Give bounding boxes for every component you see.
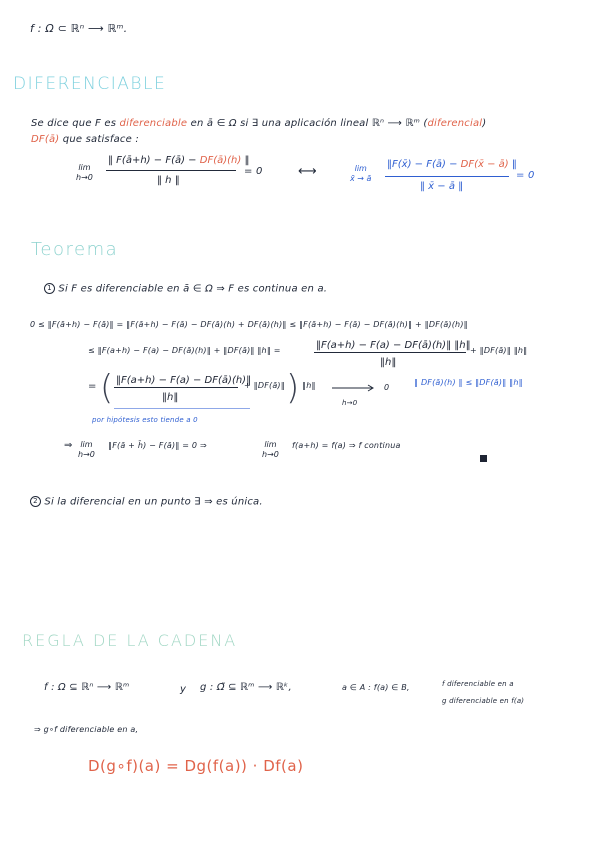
lim-subscript: h→0 (78, 450, 95, 459)
blue-note: ‖ DF(ā)(h) ‖ ≤ ‖DF(ā)‖ ‖h‖ (414, 378, 523, 387)
lim-word: lim (78, 163, 91, 172)
arrow-label: h→0 (342, 399, 358, 407)
definition-term-diferencial: diferencial (427, 118, 483, 129)
limit-2-fraction-bar (385, 176, 509, 177)
arrow-result: 0 (384, 383, 390, 392)
proof-line-2-end: + ‖DF(ā)‖ ‖h‖ (470, 346, 528, 355)
theorem-statement: Si F es diferenciable en ā ∈ Ω ⇒ F es continua en a. (58, 283, 328, 295)
numerator-text: ‖ (511, 159, 517, 170)
numerator-text: ‖F(x̄) − F(ā) − (387, 159, 458, 170)
chain-condition: a ∈ A : f(a) ∈ B, (342, 683, 410, 692)
numerator-differential: DF(x̄ − ā) (460, 159, 509, 170)
qed-square-icon (480, 455, 487, 462)
definition-text: que satisface : (62, 134, 139, 145)
limit-arrow-icon (332, 384, 378, 392)
proof-line-3-equals: = (88, 381, 97, 392)
lim-subscript: h→0 (76, 173, 93, 182)
paren-right: ) (286, 368, 300, 408)
limit-1-equals: = 0 (244, 166, 263, 177)
limit-1-numerator (108, 155, 249, 166)
heading-regla-cadena: REGLA DE LA CADENA (22, 631, 238, 650)
proof-line-1: 0 ≤ ‖F(ā+h) − F(ā)‖ = ‖F(ā+h) − F(ā) − DF(ā)(h) + DF(ā)(h)‖ ≤ ‖F(ā+h) − F(ā) − DF(ā)(h)‖ + ‖DF(ā)(h)‖ (30, 320, 468, 329)
theorem-item-1 (44, 283, 327, 295)
lim-subscript: h→0 (262, 450, 279, 459)
chain-rule-formula: D(g∘f)(a) = Dg(f(a)) · Df(a) (88, 757, 304, 775)
paren-left: ( (100, 368, 114, 408)
chain-implies: ⇒ g∘f diferenciable en a, (34, 725, 139, 734)
proof-line-2-denominator: ‖h‖ (380, 357, 397, 368)
top-map: f : Ω ⊂ ℝⁿ ⟶ ℝᵐ. (30, 22, 128, 35)
proof-line-3-numerator: ‖F(a+h) − F(a) − DF(ā)(h)‖ (116, 375, 252, 386)
definition-text: Se dice que F es (31, 118, 117, 129)
proof-line-3-norm: + ‖DF(ā)‖ (244, 381, 285, 390)
chain-condition-f: f diferenciable en a (442, 680, 514, 688)
limit-2-operator (350, 164, 371, 184)
conclusion-part-a: ‖F(ā + h̄) − F(ā)‖ = 0 ⇒ (108, 441, 207, 450)
conclusion-limit-2 (262, 440, 279, 460)
conclusion-implies: ⇒ (64, 440, 73, 451)
chain-condition-g: g diferenciable en f(a) (442, 697, 525, 705)
chain-map-g: g : Ω̃ ⊆ ℝᵐ ⟶ ℝᵏ, (200, 682, 292, 693)
lim-word: lim (80, 440, 93, 449)
definition-text: en ā ∈ Ω si ∃ una aplicación lineal ℝⁿ ⟶ ℝᵐ ( (190, 118, 428, 129)
numerator-differential: DF(ā)(h) (199, 155, 242, 166)
lim-word: lim (264, 440, 277, 449)
proof-line-3-h: ‖h‖ (302, 381, 316, 390)
limit-2-numerator (387, 159, 517, 170)
proof-line-3-denominator: ‖h‖ (162, 392, 179, 403)
lim-word: lim (354, 164, 367, 173)
proof-line-2-numerator: ‖F(a+h) − F(a) − DF(ā)(h)‖ ‖h‖ (316, 340, 471, 351)
numerator-text: ‖ F(ā+h) − F(ā) − (108, 155, 197, 166)
heading-teorema: Teorema (31, 239, 119, 260)
lim-subscript: x̄ → ā (350, 174, 372, 183)
proof-line-3-fraction-bar (114, 387, 238, 388)
limit-2-equals: = 0 (516, 170, 535, 181)
numerator-text: ‖ (244, 155, 250, 166)
definition-line-1 (31, 118, 486, 129)
definition-line-2 (31, 134, 139, 145)
proof-line-2-fraction-bar (314, 352, 466, 353)
definition-term: diferenciable (119, 118, 188, 129)
item-number-badge: 1 (44, 283, 55, 294)
theorem-item-2 (30, 496, 263, 508)
definition-text: ) (482, 118, 487, 129)
hypothesis-note: por hipótesis esto tiende a 0 (92, 416, 198, 424)
chain-conj: y (180, 684, 187, 695)
conclusion-limit-1 (78, 440, 95, 460)
hypothesis-underline (114, 408, 250, 409)
heading-diferenciable: DIFERENCIABLE (13, 74, 167, 94)
proof-line-2-start: ≤ ‖F(a+h) − F(a) − DF(ā)(h)‖ + ‖DF(ā)‖ ‖h‖ = (88, 346, 281, 355)
conclusion-part-b: f(a+h) = f(a) ⇒ f continua (292, 441, 401, 450)
limit-1-operator (76, 163, 93, 183)
item-number-badge: 2 (30, 496, 41, 507)
differential-symbol: DF(ā) (31, 134, 60, 145)
limit-1-denominator: ‖ h ‖ (157, 175, 180, 186)
equivalence-arrow: ⟷ (298, 164, 317, 179)
limit-1-fraction-bar (106, 170, 236, 171)
theorem-statement: Si la diferencial en un punto ∃ ⇒ es única. (44, 496, 263, 508)
chain-map-f: f : Ω ⊆ ℝⁿ ⟶ ℝᵐ (44, 682, 130, 693)
limit-2-denominator: ‖ x̄ − ā ‖ (420, 181, 464, 192)
